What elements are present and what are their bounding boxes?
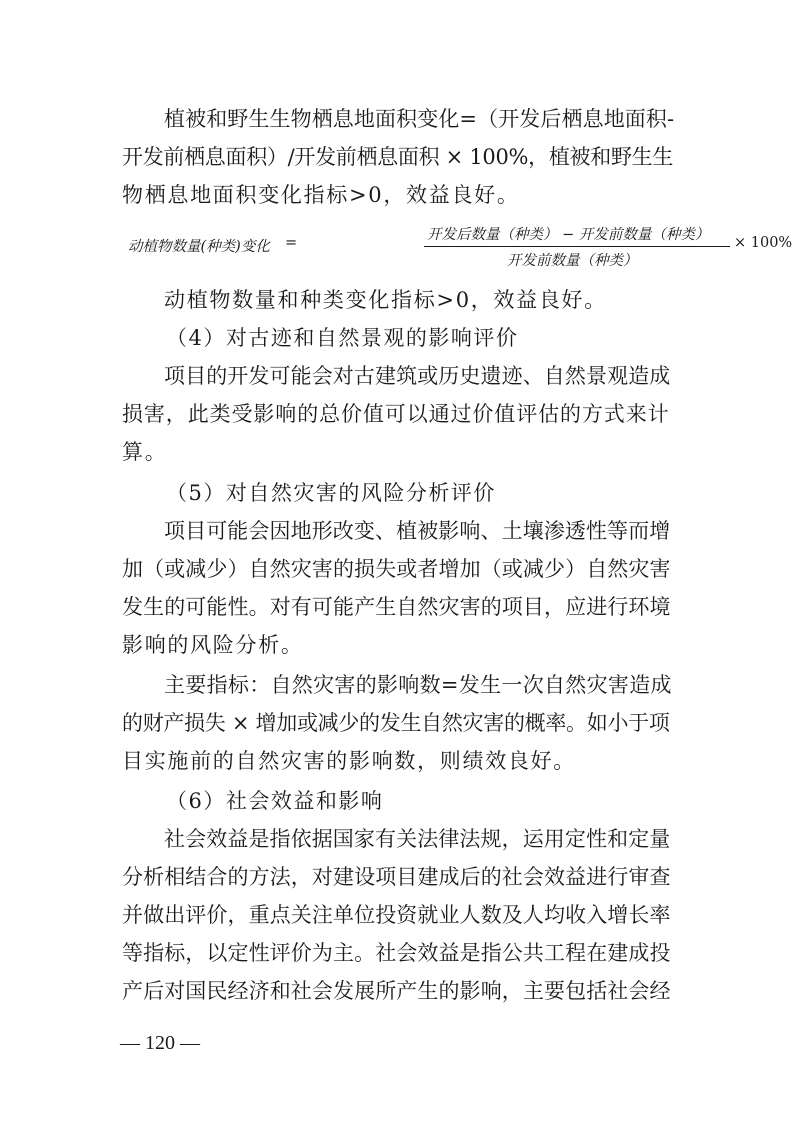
paragraph-line: 物栖息地面积变化指标>0，效益良好。 [122,183,520,207]
paragraph-line: 分析相结合的方法，对建设项目建成后的社会效益进行审查 [122,865,671,889]
paragraph-line: 动植物数量和种类变化指标>0，效益良好。 [164,288,607,312]
paragraph-line: 损害，此类受影响的总价值可以通过价值评估的方式来计 [122,402,670,426]
formula-lhs: 动植物数量(种类)变化 [128,239,270,255]
paragraph-line: 算。 [122,440,168,464]
section-heading-6: （6）社会效益和影响 [166,789,384,813]
formula-denominator: 开发前数量（种类） [507,253,638,269]
species-change-formula [122,221,793,269]
formula-multiplier: × 100% [734,235,793,251]
paragraph-line: 目实施前的自然灾害的影响数，则绩效良好。 [122,749,576,773]
paragraph-line: 产后对国民经济和社会发展所产生的影响，主要包括社会经 [122,979,671,1003]
paragraph-line: 植被和野生生物栖息地面积变化=（开发后栖息地面积- [164,107,675,131]
paragraph-line: 影响的风险分析。 [122,633,304,657]
paragraph-line: 加（或减少）自然灾害的损失或者增加（或减少）自然灾害 [122,557,671,581]
paragraph-line: 社会效益是指依据国家有关法律法规，运用定性和定量 [164,827,671,851]
section-heading-5: （5）对自然灾害的风险分析评价 [166,481,496,505]
paragraph-line: 项目的开发可能会对古建筑或历史遗迹、自然景观造成 [164,364,671,388]
paragraph-line: 的财产损失 × 增加或减少的发生自然灾害的概率。如小于项 [122,711,670,735]
paragraph-line: 并做出评价，重点关注单位投资就业人数及人均收入增长率 [122,903,671,927]
fraction-bar [424,246,730,247]
paragraph-line: 开发前栖息面积）/开发前栖息面积 × 100%，植被和野生生 [122,145,674,169]
formula-numerator: 开发后数量（种类） − 开发前数量（种类） [427,227,710,243]
section-heading-4: （4）对古迹和自然景观的影响评价 [166,326,519,350]
paragraph-line: 发生的可能性。对有可能产生自然灾害的项目，应进行环境 [122,595,671,619]
paragraph-line: 等指标，以定性评价为主。社会效益是指公共工程在建成投 [122,941,671,965]
formula-equals: = [285,235,298,251]
paragraph-line: 项目可能会因地形改变、植被影响、土壤渗透性等而增 [164,519,671,543]
paragraph-line: 主要指标：自然灾害的影响数=发生一次自然灾害造成 [164,673,672,697]
page-number: — 120 — [120,1032,200,1054]
